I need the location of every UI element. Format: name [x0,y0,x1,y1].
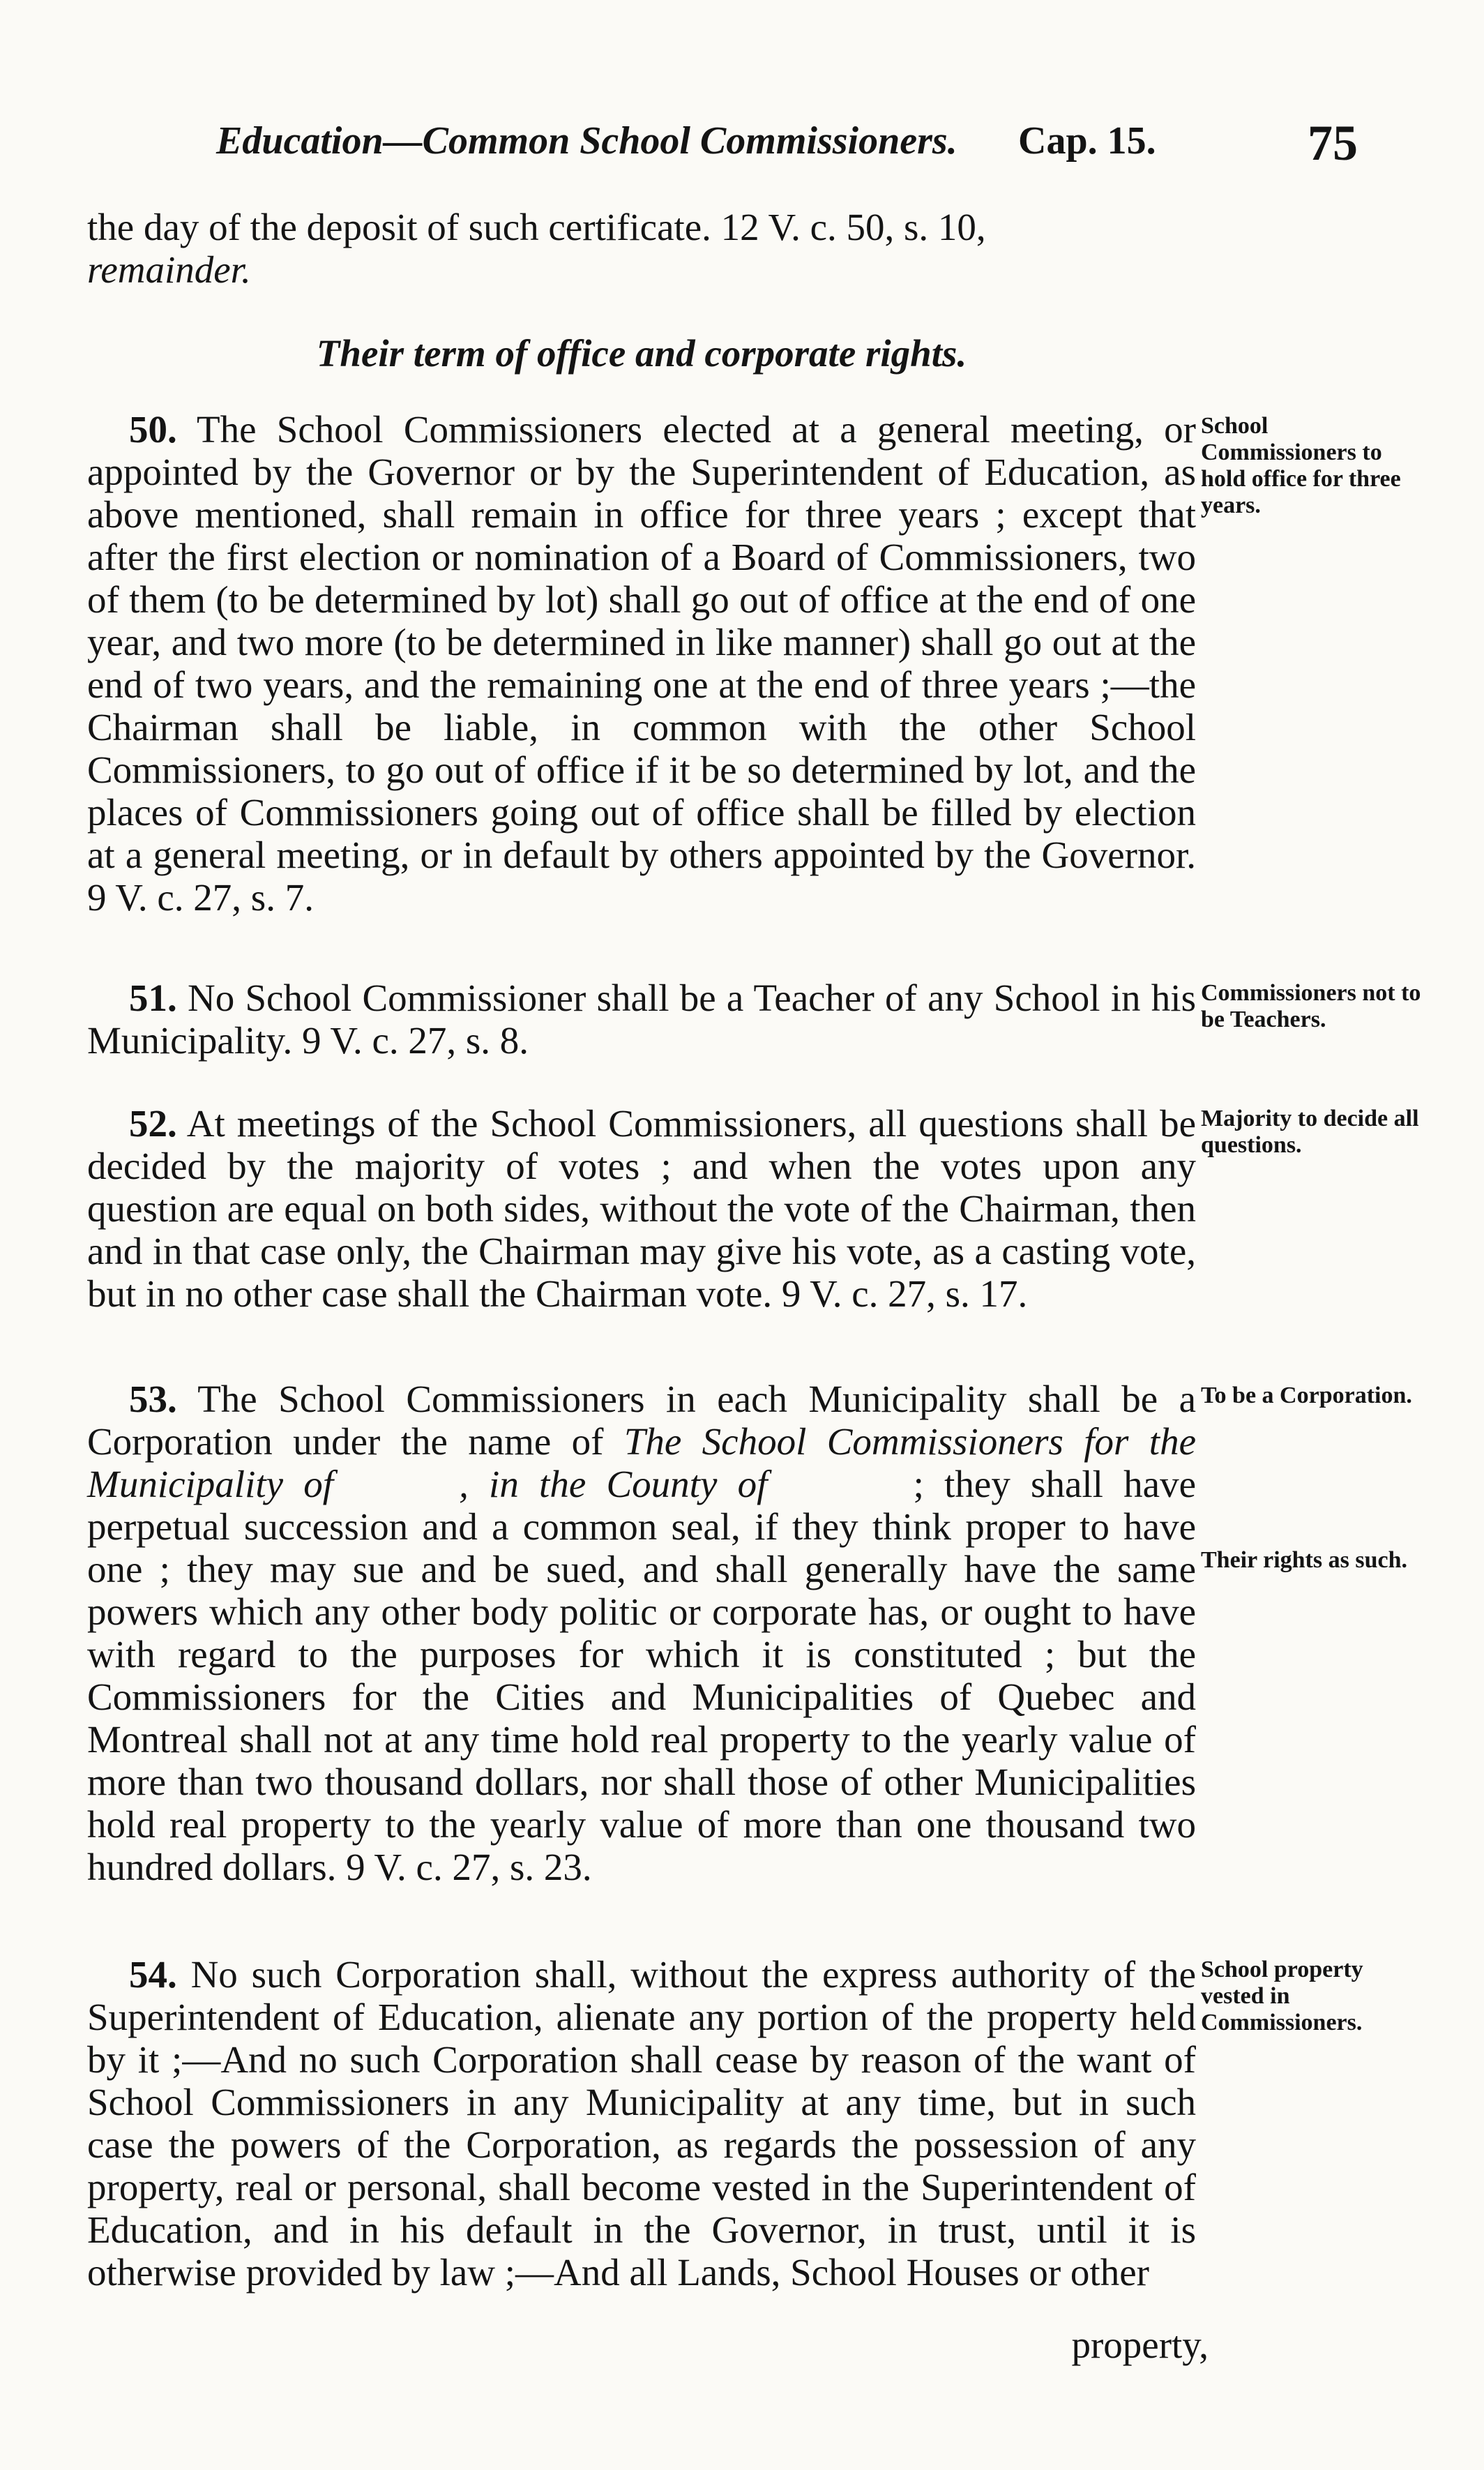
catchword: property, [1071,2324,1209,2366]
section-number: 53. [129,1378,177,1420]
section-54 [87,1953,1196,2294]
section-text: At meetings of the School Commissioners, all questions shall be decided by the majority of votes ; and when the votes upon any question are equal on both sides, without the vote of the Chairman, then and in that case only, the Chairman may give his vote, as a casting vote, but in no other case shall the Chairman vote. 9 V. c. 27, s. 17. [87,1102,1196,1315]
section-number: 51. [129,977,177,1019]
margin-note-52: Majority to decide all questions. [1201,1106,1419,1158]
section-number: 52. [129,1102,177,1145]
section-50 [87,408,1196,919]
section-text-start: The School Commissioners in each Municipality shall be a Corporation under the name of [87,1378,1196,1463]
section-51 [87,977,1196,1062]
section-text: No School Commissioner shall be a Teacher of any School in his Municipality. 9 V. c. 27, s. 8. [87,977,1196,1062]
margin-note-53b: Their rights as such. [1201,1547,1407,1573]
section-52 [87,1102,1196,1315]
intro-italic: remainder. [87,248,251,291]
header-title: Education—Common School Commissioners. [216,119,957,163]
section-heading: Their term of office and corporate rights. [316,332,967,375]
intro-text: the day of the deposit of such certificate. 12 V. c. 50, s. 10, [87,206,986,248]
page-number: 75 [1308,115,1358,171]
chapter-label: Cap. 15. [1018,119,1156,163]
corporate-name-county: , in the County of [459,1463,768,1505]
corporate-name: The School Commissioners for the Municipality of [87,1420,1196,1505]
margin-note-54: School property vested in Commissioners. [1201,1957,1363,2035]
section-text: The School Commissioners elected at a general meeting, or appointed by the Governor or by the Superintendent of Education, as above mentioned, shall remain in office for three years ; except that after the first election or nomination of a Board of Commissioners, two of them (to be determined by lot) shall go out of office at the end of one year, and two more (to be determined in like manner) shall go out at the end of two years, and the remaining one at the end of three years ;—the Chairman shall be liable, in common with the other School Commissioners, to go out of office if it be so determined by lot, and the places of Commissioners going out of office shall be filled by election at a general meeting, or in default by others appointed by the Governor. 9 V. c. 27, s. 7. [87,408,1196,919]
margin-note-53: To be a Corporation. [1201,1383,1412,1408]
margin-note-50: School Commissioners to hold office for three years. [1201,413,1401,518]
section-53 [87,1378,1196,1888]
intro-paragraph [87,206,1196,291]
margin-note-51: Commissioners not to be Teachers. [1201,980,1421,1032]
section-text-end: ; they shall have perpetual succession and a common seal, if they think proper to have one ; they may sue and be sued, and shall generally have the same powers which any other body politic or corporate has, or ought to have with regard to the purposes for which it is constituted ; but the Commissioners for the Cities and Municipalities of Quebec and Montreal shall not at any time hold real property to the yearly value of more than two thousand dollars, nor shall those of other Municipalities hold real property to the yearly value of more than one thousand two hundred dollars. 9 V. c. 27, s. 23. [87,1463,1196,1888]
section-number: 50. [129,408,177,451]
section-number: 54. [129,1953,177,1996]
running-header [216,115,1374,181]
section-text: No such Corporation shall, without the express authority of the Superintendent of Education, alienate any portion of the property held by it ;—And no such Corporation shall cease by reason of the want of School Commissioners in any Municipality at any time, but in such case the powers of the Corporation, as regards the possession of any property, real or personal, shall become vested in the Superintendent of Education, and in his default in the Governor, in trust, until it is otherwise provided by law ;—And all Lands, School Houses or other [87,1953,1197,2294]
